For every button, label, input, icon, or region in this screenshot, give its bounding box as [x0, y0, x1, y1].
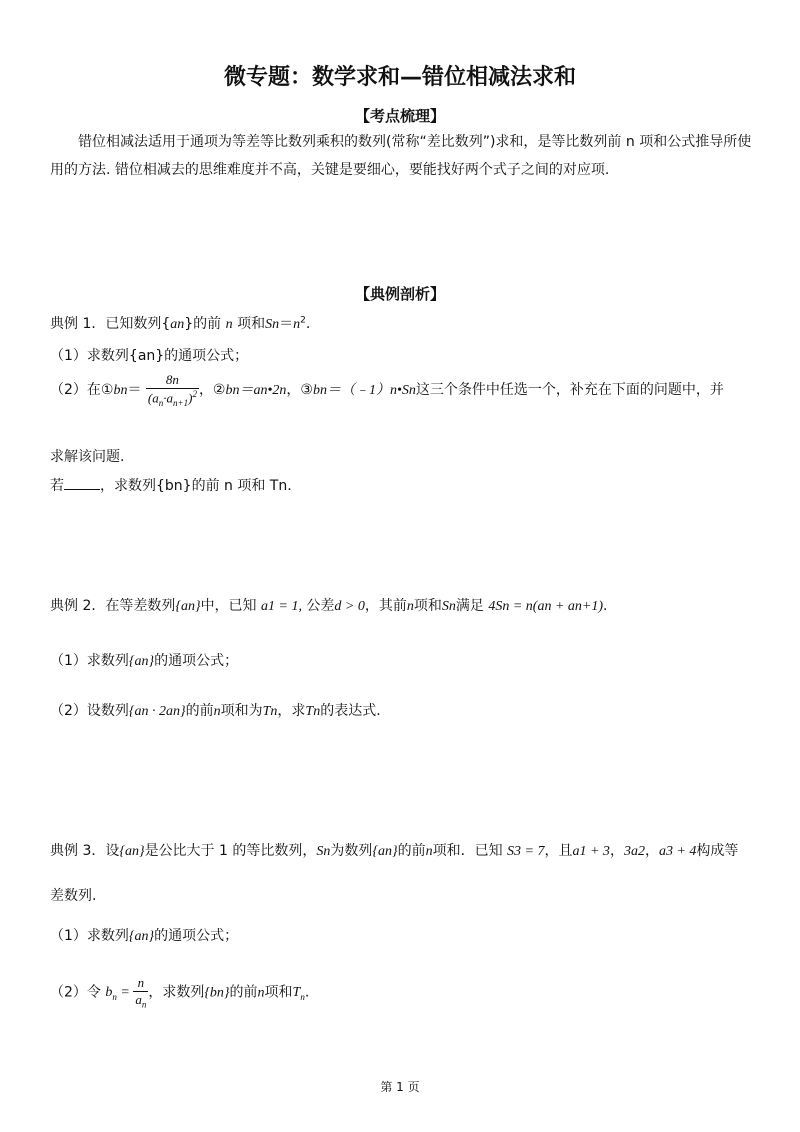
example-2-stem: 典例 2．在等差数列{an}中，已知 a1 = 1, 公差d > 0，其前n项和Sn满足 4Sn = n(an + an+1).	[50, 598, 608, 614]
page-number: 第 1 页	[380, 1080, 420, 1094]
example-1-question-2: （2）在①bn＝ $\frac{8n}{(a_n\cdot a_{n+1})^2}$ ，②bn＝an•2n，③bn＝（﹣1）n•Sn这三个条件中任选一个，补充在下面的问题中，并	[50, 372, 724, 408]
example-2-question-1: （1）求数列{an}的通项公式；	[50, 653, 239, 669]
answer-blank	[64, 477, 100, 490]
example-1-stem: 典例 1．已知数列{an}的前 n 项和$Sn=n^2$.	[50, 315, 311, 332]
example-3-stem-line-2: 差数列.	[50, 888, 97, 904]
section-heading-examples: 【典例剖析】	[354, 285, 445, 303]
example-1-question-3: 若 ，求数列{bn}的前 n 项和 Tn.	[50, 478, 292, 494]
section-heading-key-points: 【考点梳理】	[354, 107, 445, 125]
section-key-points-text: 错位相减法适用于通项为等差等比数列乘积的数列(常称“差比数列”)求和，是等比数列前 n 项和公式推导所使用的方法. 错位相减去的思维难度并不高，关键是要细心，要能找好两个式子之间的对应项.	[50, 134, 752, 178]
example-3-stem: 典例 3．设{an}是公比大于 1 的等比数列，Sn为数列{an}的前n项和．已知 S3 = 7，且a1 + 3，3a2，a3 + 4构成等	[50, 843, 739, 859]
example-1-question-1: （1）求数列{an}的通项公式；	[50, 348, 249, 364]
example-3-question-1: （1）求数列{an}的通项公式；	[50, 928, 239, 944]
page-title: 微专题：数学求和—错位相减法求和	[223, 65, 576, 90]
example-3-question-2: （2）令 $b_n$ = $\frac{n}{a_n}$ ，求数列{bn}的前n项和$T_n$.	[50, 975, 310, 1010]
fraction-8n: $\frac{8n}{(a_n\cdot a_{n+1})^2}$	[147, 372, 197, 408]
example-2-question-2: （2）设数列{an · 2an}的前n项和为Tn，求Tn的表达式.	[50, 703, 381, 719]
fraction-n-over-an: $\frac{n}{a_n}$	[135, 975, 147, 1010]
example-1-question-2-line-2: 求解该问题.	[50, 449, 125, 465]
